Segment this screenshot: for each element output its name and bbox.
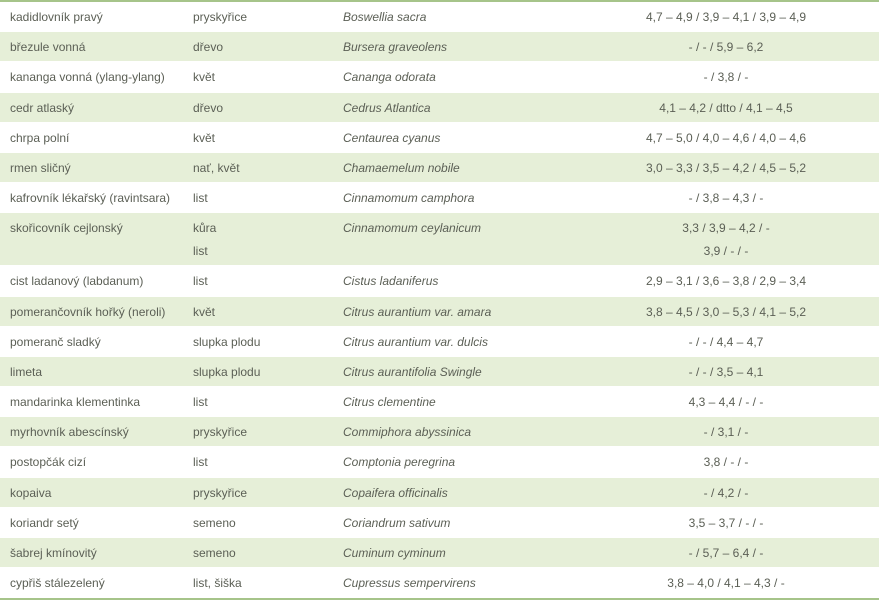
plant-part: kůra <box>193 221 217 236</box>
ph-values: 3,8 – 4,5 / 3,0 – 5,3 / 4,1 – 5,2 <box>645 304 807 319</box>
plant-name: chrpa polní <box>10 130 70 145</box>
table-row <box>0 478 879 508</box>
plant-part: pryskyřice <box>193 425 248 440</box>
plant-part: pryskyřice <box>193 485 248 500</box>
ph-values: - / 5,7 – 6,4 / - <box>688 546 764 560</box>
plant-name: myrhovník abescínský <box>10 425 129 440</box>
plant-part: list <box>193 244 208 259</box>
table-row <box>0 2 879 32</box>
plant-name: cedr atlaský <box>10 100 75 115</box>
ph-values: - / 3,8 – 4,3 / - <box>688 191 764 206</box>
plant-part: list <box>193 395 208 410</box>
table-row <box>0 213 879 266</box>
plant-part: list, šiška <box>193 576 242 591</box>
plant-name: postopčák cizí <box>10 455 87 470</box>
plant-part: slupka plodu <box>193 364 261 379</box>
table-row <box>0 417 879 447</box>
ph-values: 4,1 – 4,2 / dtto / 4,1 – 4,5 <box>659 100 793 115</box>
table-row <box>0 297 879 327</box>
plant-parts <box>183 213 333 259</box>
latin-name: Comptonia peregrina <box>343 455 456 470</box>
plant-name: kananga vonná (ylang-ylang) <box>10 70 165 85</box>
table-row <box>0 266 879 296</box>
table-row <box>0 357 879 387</box>
table-row <box>0 387 879 417</box>
plant-part: list <box>193 191 208 206</box>
table-row <box>0 183 879 213</box>
plant-name: koriandr setý <box>10 515 79 530</box>
table-row <box>0 123 879 153</box>
plant-name: rmen sličný <box>10 160 71 175</box>
latin-name: Citrus aurantifolia Swingle <box>343 364 482 379</box>
ph-values: 3,3 / 3,9 – 4,2 / - <box>682 221 770 236</box>
plant-name: cist ladanový (labdanum) <box>10 274 144 289</box>
ph-values: - / 3,8 / - <box>703 70 749 85</box>
latin-name: Boswellia sacra <box>343 10 427 24</box>
plant-part: květ <box>193 304 216 319</box>
table-row <box>0 538 879 568</box>
latin-name: Chamaemelum nobile <box>343 160 460 175</box>
latin-name: Coriandrum sativum <box>343 515 451 530</box>
ph-values: 3,5 – 3,7 / - / - <box>688 515 764 530</box>
plant-part: květ <box>193 70 216 85</box>
plant-part: list <box>193 455 208 470</box>
table-row <box>0 93 879 123</box>
ph-values: 3,0 – 3,3 / 3,5 – 4,2 / 4,5 – 5,2 <box>645 160 807 175</box>
latin-name: Cananga odorata <box>343 70 436 85</box>
plant-part: semeno <box>193 515 236 530</box>
plant-name: pomeranč sladký <box>10 334 101 349</box>
latin-name: Cinnamomum ceylanicum <box>343 221 482 236</box>
ph-values-group <box>573 213 879 259</box>
plant-name: kopaiva <box>10 485 52 500</box>
plant-part: list <box>193 274 208 289</box>
plant-part: květ <box>193 130 216 145</box>
ph-values: 4,7 – 5,0 / 4,0 – 4,6 / 4,0 – 4,6 <box>645 130 807 145</box>
table-row <box>0 327 879 357</box>
table-row <box>0 153 879 183</box>
plant-name: šabrej kmínovitý <box>10 546 97 560</box>
plant-part: nať, květ <box>193 160 240 175</box>
latin-name: Cupressus sempervirens <box>343 576 476 591</box>
latin-name: Citrus aurantium var. amara <box>343 304 492 319</box>
latin-name: Citrus clementine <box>343 395 436 410</box>
table-row <box>0 568 879 598</box>
plant-part: slupka plodu <box>193 334 261 349</box>
ph-values: - / 3,1 / - <box>703 425 749 440</box>
plant-part: dřevo <box>193 40 224 55</box>
ph-values: - / 4,2 / - <box>703 485 749 500</box>
ph-values: 4,7 – 4,9 / 3,9 – 4,1 / 3,9 – 4,9 <box>645 10 807 24</box>
ph-values: 4,3 – 4,4 / - / - <box>688 395 764 410</box>
plant-name: kafrovník lékařský (ravintsara) <box>10 191 171 206</box>
ph-values: - / - / 4,4 – 4,7 <box>688 334 764 349</box>
ph-values: 3,9 / - / - <box>703 244 749 259</box>
plant-name: mandarinka klementinka <box>10 395 141 410</box>
ph-values: - / - / 5,9 – 6,2 <box>688 40 764 55</box>
latin-name: Copaifera officinalis <box>343 485 448 500</box>
latin-name: Cedrus Atlantica <box>343 100 431 115</box>
plant-name: kadidlovník pravý <box>10 10 103 24</box>
plant-name: březule vonná <box>10 40 86 55</box>
latin-name: Cistus ladaniferus <box>343 274 439 289</box>
plant-name: limeta <box>10 364 43 379</box>
plant-name: skořicovník cejlonský <box>10 221 123 236</box>
latin-name: Centaurea cyanus <box>343 130 441 145</box>
plant-name: cypřiš stálezelený <box>10 576 105 591</box>
ph-values: 3,8 / - / - <box>703 455 749 470</box>
table-row <box>0 62 879 92</box>
latin-name: Commiphora abyssinica <box>343 425 472 440</box>
table-row <box>0 447 879 477</box>
latin-name: Cinnamomum camphora <box>343 191 475 206</box>
latin-name: Cuminum cyminum <box>343 546 446 560</box>
table-row <box>0 508 879 538</box>
latin-name: Citrus aurantium var. dulcis <box>343 334 488 349</box>
plant-name: pomerančovník hořký (neroli) <box>10 304 166 319</box>
table-bottom-rule <box>0 598 879 600</box>
latin-name: Bursera graveolens <box>343 40 448 55</box>
plant-part: pryskyřice <box>193 10 248 24</box>
ph-values: 3,8 – 4,0 / 4,1 – 4,3 / - <box>667 576 785 591</box>
table-row <box>0 32 879 62</box>
ph-values: - / - / 3,5 – 4,1 <box>688 364 764 379</box>
plant-part: semeno <box>193 546 236 560</box>
plant-part: dřevo <box>193 100 224 115</box>
ph-values: 2,9 – 3,1 / 3,6 – 3,8 / 2,9 – 3,4 <box>645 274 807 289</box>
